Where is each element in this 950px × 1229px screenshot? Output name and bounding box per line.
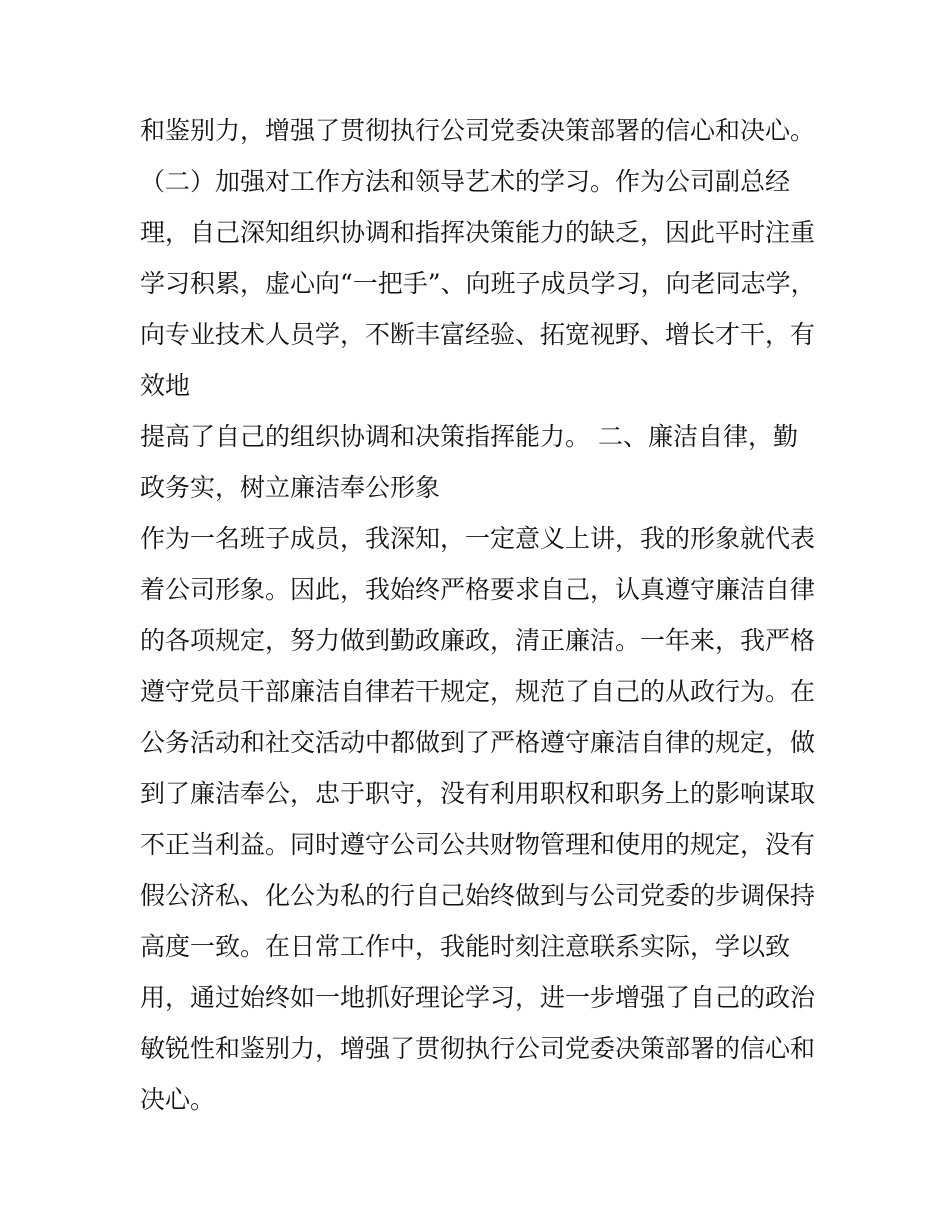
text-line: 到了廉洁奉公，忠于职守，没有利用职权和职务上的影响谋取 xyxy=(140,779,816,808)
text-line: 决心。 xyxy=(140,1085,216,1114)
text-line: 理，自己深知组织协调和指挥决策能力的缺乏，因此平时注重 xyxy=(140,218,816,247)
text-line: 和鉴别力，增强了贯彻执行公司党委决策部署的信心和决心。 xyxy=(140,116,816,145)
text-line: 假公济私、化公为私的行自己始终做到与公司党委的步调保持 xyxy=(140,881,816,910)
text-line: 高度一致。在日常工作中，我能时刻注意联系实际，学以致 xyxy=(140,932,791,961)
text-line: 作为一名班子成员，我深知，一定意义上讲，我的形象就代表 xyxy=(140,524,816,553)
text-line: （二）加强对工作方法和领导艺术的学习。作为公司副总经 xyxy=(140,167,791,196)
text-line: 不正当利益。同时遵守公司公共财物管理和使用的规定，没有 xyxy=(140,830,816,859)
text-line: 学习积累，虚心向“一把手”、向班子成员学习，向老同志学， xyxy=(140,269,816,298)
text-line: 遵守党员干部廉洁自律若干规定，规范了自己的从政行为。在 xyxy=(140,677,816,706)
text-line: 用，通过始终如一地抓好理论学习，进一步增强了自己的政治 xyxy=(140,983,816,1012)
text-line: 敏锐性和鉴别力，增强了贯彻执行公司党委决策部署的信心和 xyxy=(140,1034,816,1063)
text-line: 效地 xyxy=(140,371,191,400)
text-line: 向专业技术人员学，不断丰富经验、拓宽视野、增长才干，有 xyxy=(140,320,816,349)
text-line: 着公司形象。因此，我始终严格要求自己，认真遵守廉洁自律 xyxy=(140,575,816,604)
text-line: 公务活动和社交活动中都做到了严格遵守廉洁自律的规定，做 xyxy=(140,728,816,757)
text-line: 的各项规定，努力做到勤政廉政，清正廉洁。一年来，我严格 xyxy=(140,626,816,655)
text-line: 提高了自己的组织协调和决策指挥能力。 二、廉洁自律，勤 xyxy=(140,422,798,451)
text-line: 政务实，树立廉洁奉公形象 xyxy=(140,473,441,502)
body-text xyxy=(140,105,820,1125)
